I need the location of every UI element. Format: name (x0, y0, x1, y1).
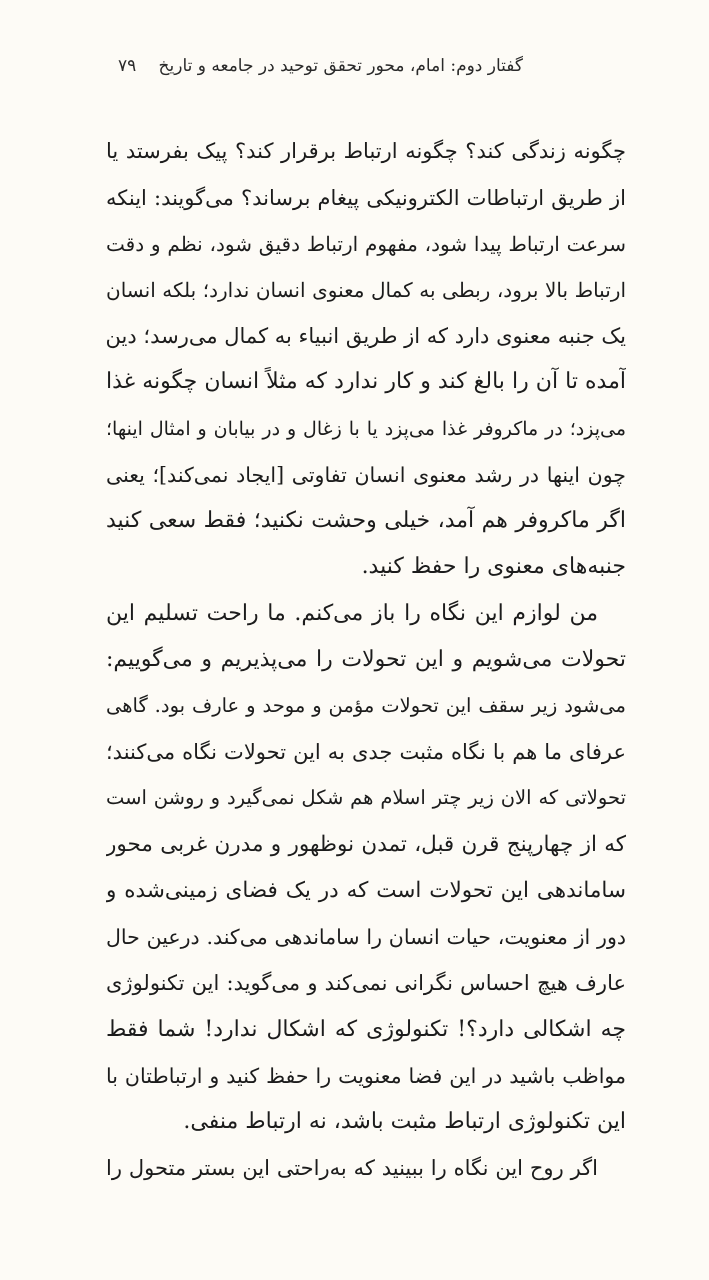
text-line: ساماندهی این تحولات است که در یک فضای زمینی‌شده و (106, 878, 626, 903)
text-line: می‌شود زیر سقف این تحولات مؤمن و موحد و عارف بود. گاهی (106, 694, 626, 717)
text-line: عارف هیچ احساس نگرانی نمی‌کند و می‌گوید: این تکنولوژی (106, 971, 626, 995)
text-line: از طریق ارتباطات الکترونیکی پیغام برساند؟ می‌گویند: اینکه (106, 186, 626, 210)
text-line: تحولات می‌شویم و این تحولات را می‌پذیریم و می‌گوییم: (106, 647, 626, 672)
text-line: اگر ماکروفر هم آمد، خیلی وحشت نکنید؛ فقط سعی کنید (106, 508, 626, 533)
text-line: مواظب باشید در این فضا معنویت را حفظ کنید و ارتباطتان با (106, 1064, 626, 1088)
text-line-paragraph-start: اگر روح این نگاه را ببینید که به‌راحتی این بستر متحول را (106, 1156, 598, 1180)
text-line: چه اشکالی دارد؟! تکنولوژی که اشکال ندارد! شما فقط (106, 1017, 626, 1042)
text-line: عرفای ما هم با نگاه مثبت جدی به این تحولات نگاه می‌کنند؛ (106, 740, 626, 764)
text-line: دور از معنویت، حیات انسان را ساماندهی می‌کند. درعین حال (106, 925, 626, 949)
text-line: چون اینها در رشد معنوی انسان تفاوتی [ایجاد نمی‌کند]؛ یعنی (106, 463, 626, 487)
text-line: این تکنولوژی ارتباط مثبت باشد، نه ارتباط منفی. (183, 1109, 626, 1134)
text-line: می‌پزد؛ در ماکروفر غذا می‌پزد یا با زغال و در بیابان و امثال اینها؛ (106, 418, 626, 440)
page-number: ۷۹ (118, 56, 137, 76)
text-line: چگونه زندگی کند؟ چگونه ارتباط برقرار کند؟ پیک بفرستد یا (106, 139, 626, 163)
text-line: آمده تا آن را بالغ کند و کار ندارد که مثلاً انسان چگونه غذا (106, 369, 626, 394)
text-line: یک جنبه معنوی دارد که از طریق انبیاء به کمال می‌رسد؛ دین (106, 324, 626, 348)
text-line: ارتباط بالا برود، ربطی به کمال معنوی انسان ندارد؛ بلکه انسان (106, 278, 626, 302)
running-header-title: گفتار دوم: امام، محور تحقق توحید در جامعه و تاریخ (158, 56, 523, 76)
text-line: سرعت ارتباط پیدا شود، مفهوم ارتباط دقیق شود، نظم و دقت (106, 232, 626, 256)
text-line: جنبه‌های معنوی را حفظ کنید. (361, 554, 626, 579)
text-line: که از چهارپنج قرن قبل، تمدن نوظهور و مدرن غربی محور (106, 832, 626, 857)
text-line: تحولاتی که الان زیر چتر اسلام هم شکل نمی‌گیرد و روشن است (106, 786, 626, 809)
text-line-paragraph-start: من لوازم این نگاه را باز می‌کنم. ما راحت تسلیم این (106, 601, 598, 626)
